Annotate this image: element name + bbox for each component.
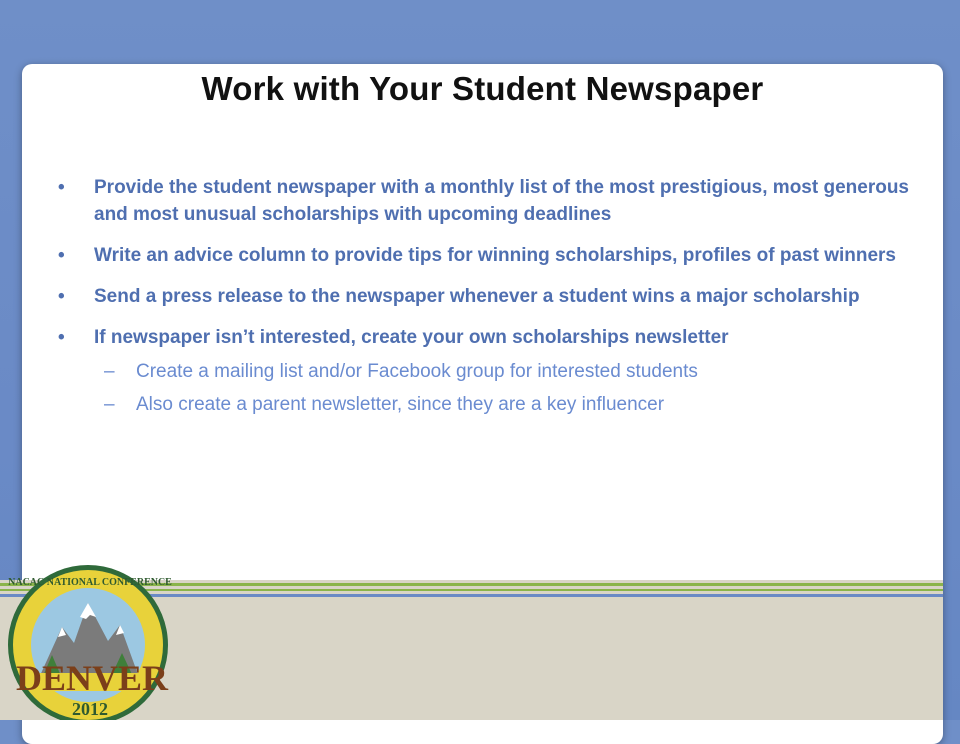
bullet-list: [58, 174, 918, 421]
sub-bullet-list: [58, 355, 918, 421]
conference-logo: [0, 555, 175, 720]
bullet-marker: •: [58, 286, 65, 307]
sub-bullet-text: Create a mailing list and/or Facebook group for interested students: [136, 361, 698, 382]
bullet-text: Write an advice column to provide tips for winning scholarships, profiles of past winners: [94, 245, 896, 266]
slide-title: Work with Your Student Newspaper: [201, 70, 764, 107]
bullet-item: [58, 283, 918, 310]
sub-bullet-text: Also create a parent newsletter, since they are a key influencer: [136, 394, 665, 415]
bullet-text: Provide the student newspaper with a monthly list of the most prestigious, most generous and most unusual scholarships with upcoming deadlines: [94, 177, 909, 225]
logo-year: 2012: [72, 699, 108, 719]
bullet-item: [58, 242, 918, 269]
sub-bullet-item: [58, 388, 918, 421]
logo-top-text: NACAC NATIONAL CONFERENCE: [8, 577, 172, 588]
sub-bullet-item: [58, 355, 918, 388]
bullet-marker: •: [58, 177, 65, 198]
bullet-item: [58, 324, 918, 421]
bullet-text: Send a press release to the newspaper whenever a student wins a major scholarship: [94, 286, 860, 307]
bullet-marker: •: [58, 245, 65, 266]
dash-marker: –: [104, 361, 115, 382]
bullet-item: [58, 174, 918, 228]
logo-city: DENVER: [15, 658, 169, 698]
bullet-text: If newspaper isn’t interested, create your own scholarships newsletter: [94, 327, 729, 348]
dash-marker: –: [104, 394, 115, 415]
bullet-marker: •: [58, 327, 65, 348]
